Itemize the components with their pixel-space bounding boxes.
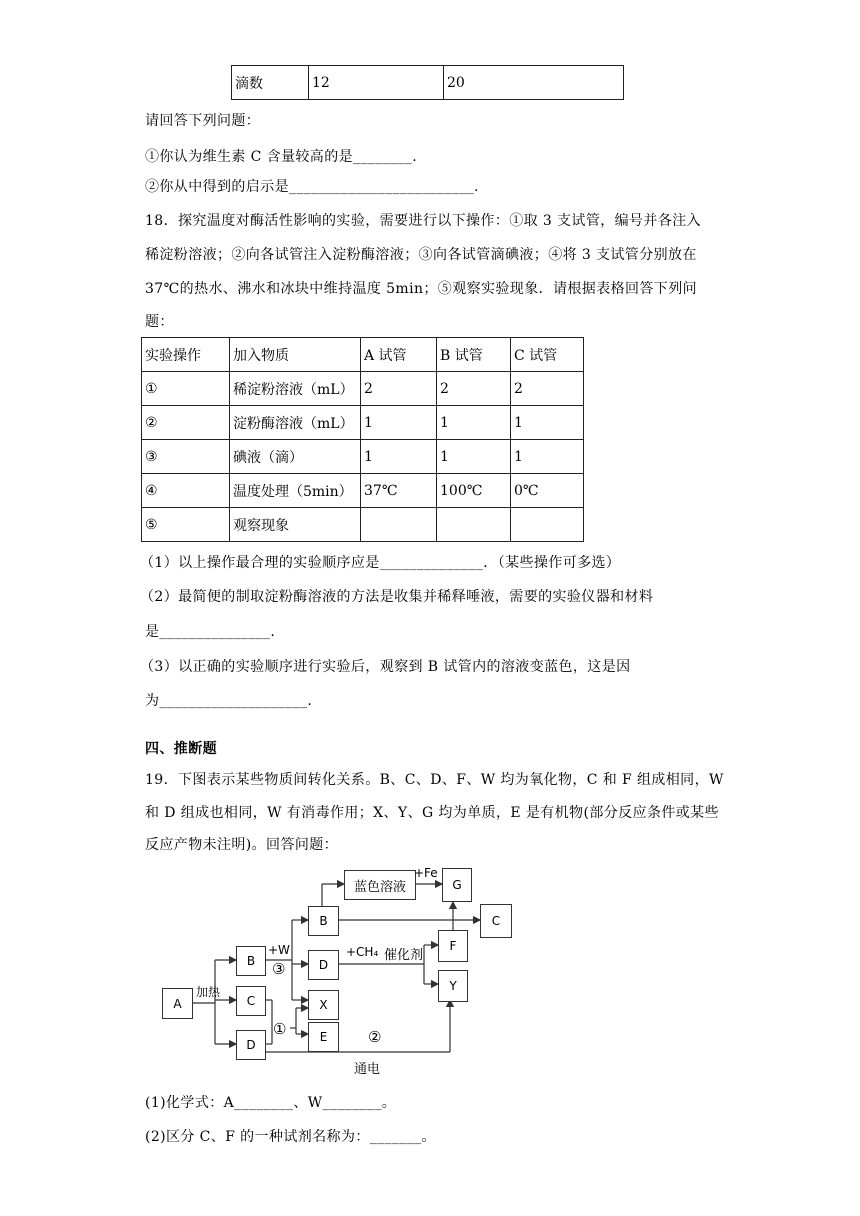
q18-text-line: 题： <box>145 314 174 330</box>
label-reaction-3: ③ <box>272 960 286 978</box>
node-A: A <box>162 988 193 1019</box>
q17-question-1: ①你认为维生素 C 含量较高的是________. <box>145 149 418 165</box>
node-F: F <box>438 930 468 962</box>
node-B-right: B <box>308 906 339 936</box>
table-cell: 1 <box>437 440 511 474</box>
table-cell: 100℃ <box>437 474 511 508</box>
q19-answer-2: (2)区分 C、F 的一种试剂名称为：_______。 <box>145 1129 436 1145</box>
table-header-cell: A 试管 <box>361 338 437 372</box>
label-catalyst: 催化剂 <box>384 948 424 963</box>
table-cell: 0℃ <box>511 474 584 508</box>
table-cell: 1 <box>511 440 584 474</box>
q18-text-line: 稀淀粉溶液；②向各试管注入淀粉酶溶液；③向各试管滴碘液；④将 3 支试管分别放在 <box>145 247 697 263</box>
q17-question-2: ②你从中得到的启示是_________________________. <box>145 179 479 195</box>
label-plus-w: +W <box>268 943 290 957</box>
table-cell: 温度处理（5min） <box>230 474 361 508</box>
table-cell: 碘液（滴） <box>230 440 361 474</box>
table-cell: ⑤ <box>142 508 230 542</box>
node-D-right: D <box>308 950 339 980</box>
table-cell: 1 <box>361 440 437 474</box>
node-C-left: C <box>236 986 266 1016</box>
node-E: E <box>308 1022 339 1052</box>
q18-sub-2a: （2）最简便的制取淀粉酶溶液的方法是收集并稀释唾液，需要的实验仪器和材料 <box>140 589 654 605</box>
node-Y: Y <box>438 970 468 1002</box>
section-heading: 四、推断题 <box>145 741 217 757</box>
label-plus-fe: +Fe <box>414 866 438 880</box>
q18-sub-3b: 为____________________. <box>145 693 313 709</box>
label-reaction-1: ① <box>273 1020 287 1038</box>
table-cell: 稀淀粉溶液（mL） <box>230 372 361 406</box>
q18-sub-3a: （3）以正确的实验顺序进行实验后，观察到 B 试管内的溶液变蓝色，这是因 <box>140 659 631 675</box>
table-cell: 淀粉酶溶液（mL） <box>230 406 361 440</box>
table-cell: 1 <box>511 406 584 440</box>
q17-intro: 请回答下列问题： <box>145 113 261 129</box>
label-reaction-2: ② <box>368 1028 382 1046</box>
table-cell: 37℃ <box>361 474 437 508</box>
table-cell: 滴数 <box>232 66 309 100</box>
table-cell: 1 <box>361 406 437 440</box>
label-electrolysis: 通电 <box>354 1062 381 1077</box>
table-cell: 2 <box>437 372 511 406</box>
table-cell: ③ <box>142 440 230 474</box>
table-header-cell: 实验操作 <box>142 338 230 372</box>
q18-text-line: 37℃的热水、沸水和冰块中维持温度 5min；⑤观察实验现象．请根据表格回答下列问 <box>145 281 698 297</box>
table-header-cell: B 试管 <box>437 338 511 372</box>
table-cell: 12 <box>309 66 444 100</box>
q19-text-line: 19．下图表示某些物质间转化关系。B、C、D、F、W 均为氧化物，C 和 F 组成相同，W <box>145 772 724 788</box>
table-cell: 2 <box>511 372 584 406</box>
q19-text-line: 反应产物未注明)。回答问题： <box>145 837 339 853</box>
node-B-left: B <box>236 946 266 976</box>
node-G: G <box>442 868 472 902</box>
q19-answer-1: (1)化学式：A________、W________。 <box>145 1095 397 1111</box>
q18-sub-2b: 是_______________. <box>145 624 276 640</box>
table-cell: ② <box>142 406 230 440</box>
q19-text-line: 和 D 组成也相同，W 有消毒作用；X、Y、G 均为单质，E 是有机物(部分反应条件或某些 <box>145 805 719 821</box>
table-cell: 观察现象 <box>230 508 361 542</box>
table-cell: 20 <box>444 66 624 100</box>
table-cell: ① <box>142 372 230 406</box>
table-cell: 2 <box>361 372 437 406</box>
node-C-right: C <box>480 904 512 938</box>
label-heat: 加热 <box>196 985 221 999</box>
table-cell: 1 <box>437 406 511 440</box>
node-D-left: D <box>236 1030 266 1060</box>
node-blue-solution: 蓝色溶液 <box>344 870 416 900</box>
q18-text-line: 18．探究温度对酶活性影响的实验，需要进行以下操作：①取 3 支试管，编号并各注入 <box>145 213 702 229</box>
table-header-cell: 加入物质 <box>230 338 361 372</box>
table-header-cell: C 试管 <box>511 338 584 372</box>
q18-sub-1: （1）以上操作最合理的实验顺序应是______________．（某些操作可多选） <box>140 555 621 571</box>
table-cell: ④ <box>142 474 230 508</box>
node-X: X <box>308 990 339 1020</box>
label-plus-ch4: +CH₄ <box>346 945 379 959</box>
